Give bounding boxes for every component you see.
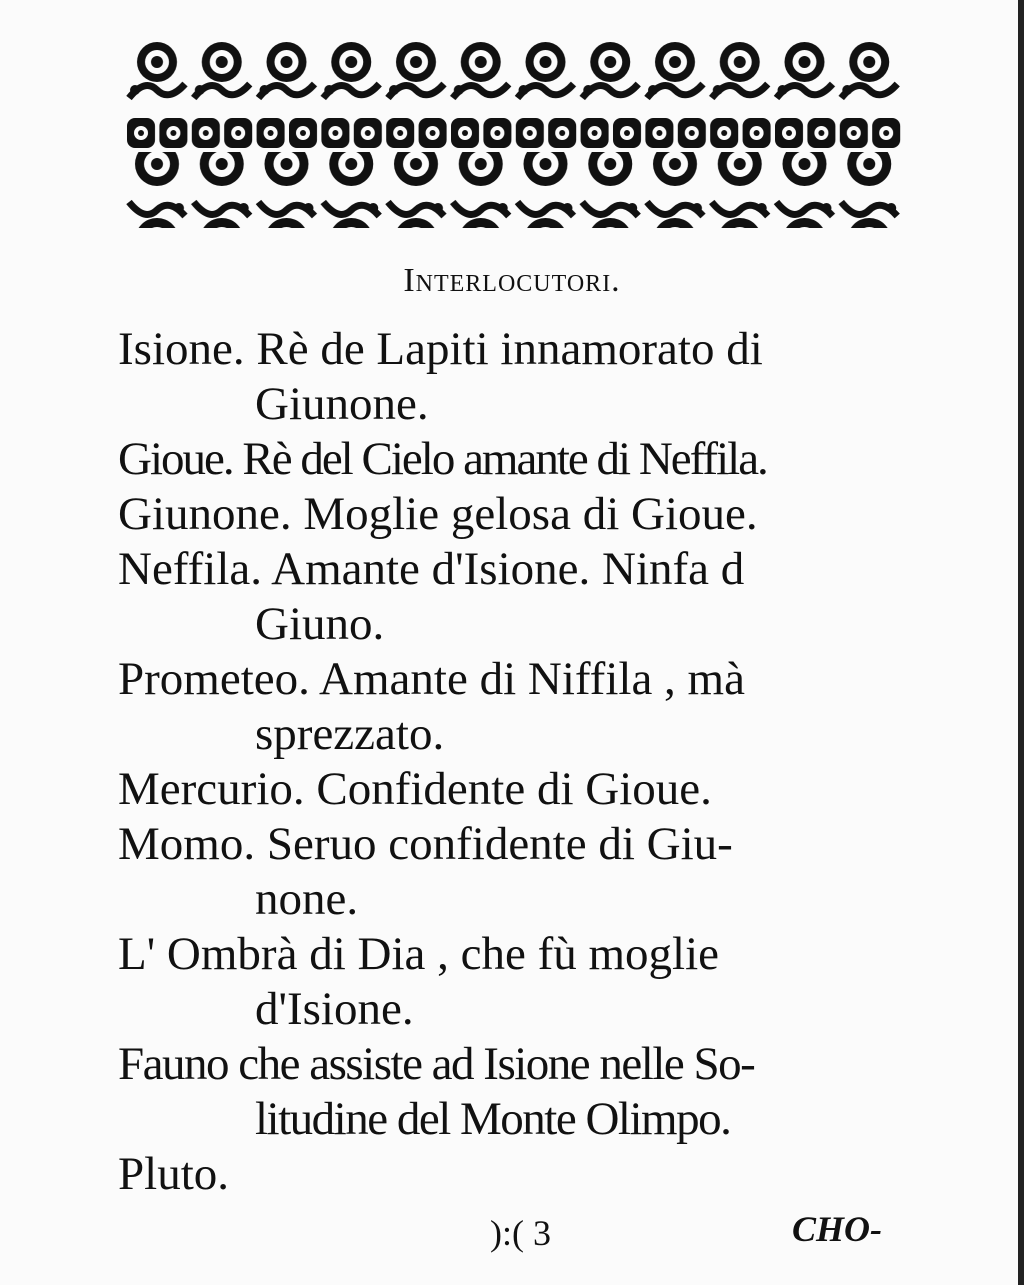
character-entry <box>118 487 898 542</box>
character-entry <box>118 432 898 487</box>
entry-line: Isione. Rè de Lapiti innamorato di <box>118 323 763 375</box>
entry-line: Pluto. <box>118 1148 230 1200</box>
character-entry <box>118 927 898 1037</box>
entry-line: Mercurio. Confidente di Gioue. <box>118 763 712 815</box>
character-entry <box>118 1147 898 1202</box>
character-entry <box>118 817 898 927</box>
entry-continuation: none. <box>255 873 359 925</box>
floral-ornament-band <box>125 38 902 228</box>
character-entry <box>118 762 898 817</box>
entry-line: Giunone. Moglie gelosa di Gioue. <box>118 488 758 540</box>
entry-line: L' Ombrà di Dia , che fù moglie <box>118 928 720 980</box>
entry-line: Neffila. Amante d'Isione. Ninfa d <box>118 543 745 595</box>
character-entry <box>118 542 898 652</box>
character-entry <box>118 652 898 762</box>
entry-continuation: litudine del Monte Olimpo. <box>255 1093 731 1145</box>
entry-continuation: Giunone. <box>255 378 429 430</box>
page-heading: Interlocutori. <box>403 262 621 299</box>
entry-line: Momo. Seruo confidente di Giu- <box>118 818 733 870</box>
entry-line: Gioue. Rè del Cielo amante di Neffila. <box>118 433 767 485</box>
character-entry <box>118 322 898 432</box>
signature-mark: ):( 3 <box>490 1213 551 1253</box>
catchword: CHO- <box>792 1209 882 1249</box>
entry-line: Fauno che assiste ad Isione nelle So- <box>118 1038 755 1090</box>
entry-continuation: sprezzato. <box>255 708 445 760</box>
character-list <box>118 322 898 1202</box>
entry-continuation: d'Isione. <box>255 983 414 1035</box>
entry-line: Prometeo. Amante di Niffila , mà <box>118 653 745 705</box>
entry-continuation: Giuno. <box>255 598 385 650</box>
character-entry <box>118 1037 898 1147</box>
page-edge <box>1018 0 1024 1285</box>
